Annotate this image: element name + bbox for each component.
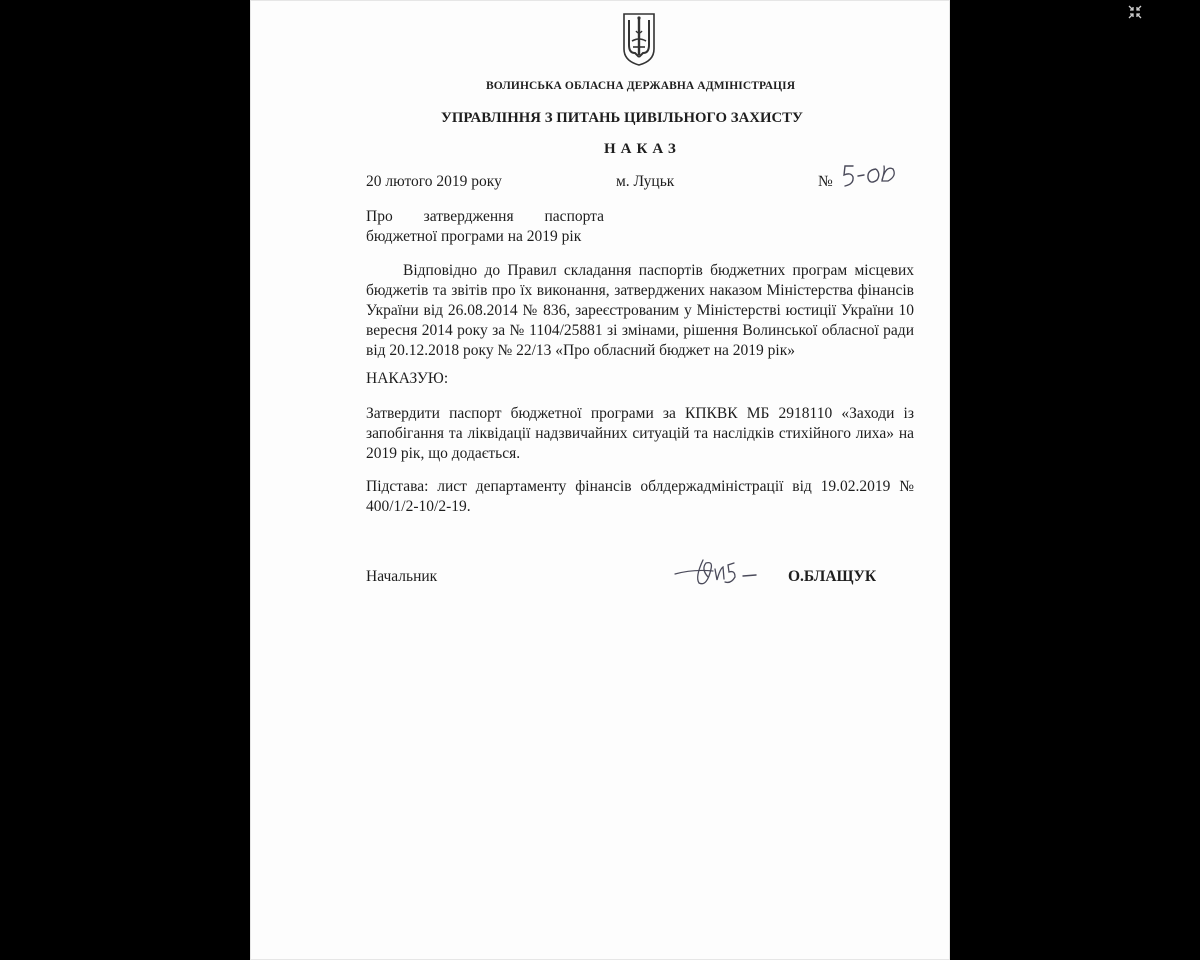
department-name: УПРАВЛІННЯ З ПИТАНЬ ЦИВІЛЬНОГО ЗАХИСТУ bbox=[441, 110, 803, 126]
order-label: НАКАЗУЮ: bbox=[366, 370, 449, 387]
document-city: м. Луцьк bbox=[616, 173, 675, 190]
document-page bbox=[250, 0, 950, 960]
exit-fullscreen-icon[interactable] bbox=[1126, 4, 1144, 20]
signer-name: О.БЛАЩУК bbox=[788, 568, 877, 585]
order-paragraph: Затвердити паспорт бюджетної програми за КПКВК МБ 2918110 «Заходи із запобігання та ліквідації надзвичайних ситуацій та наслідків стихійного лиха» на 2019 рік, що додається. bbox=[366, 405, 914, 462]
document-subject bbox=[366, 207, 604, 247]
preamble-paragraph: Відповідно до Правил складання паспортів бюджетних програм місцевих бюджетів та звітів про їх виконання, затверджених наказом Міністерства фінансів України від 26.08.2014 № 836, зареєстрованим у Міністерстві юстиції України 10 вересня 2014 року за № 1104/25881 зі змінами, рішення Волинської обласної ради від 20.12.2018 року № 22/13 «Про обласний бюджет на 2019 рік» bbox=[366, 262, 914, 359]
subject-line: бюджетної програми на 2019 рік bbox=[366, 228, 582, 245]
document-date: 20 лютого 2019 року bbox=[366, 173, 502, 190]
document-number-handwritten bbox=[839, 161, 897, 191]
basis-paragraph: Підстава: лист департаменту фінансів облдержадміністрації від 19.02.2019 № 400/1/2-10/2-19. bbox=[366, 478, 914, 515]
organization-name: ВОЛИНСЬКА ОБЛАСНА ДЕРЖАВНА АДМІНІСТРАЦІЯ bbox=[486, 80, 796, 92]
document-number-prefix: № bbox=[818, 173, 833, 190]
trident-emblem-icon bbox=[622, 11, 656, 67]
subject-line: Про затвердження паспорта bbox=[366, 208, 604, 225]
handwritten-signature bbox=[673, 555, 759, 591]
document-type: НАКАЗ bbox=[604, 141, 681, 157]
signer-role: Начальник bbox=[366, 568, 438, 585]
